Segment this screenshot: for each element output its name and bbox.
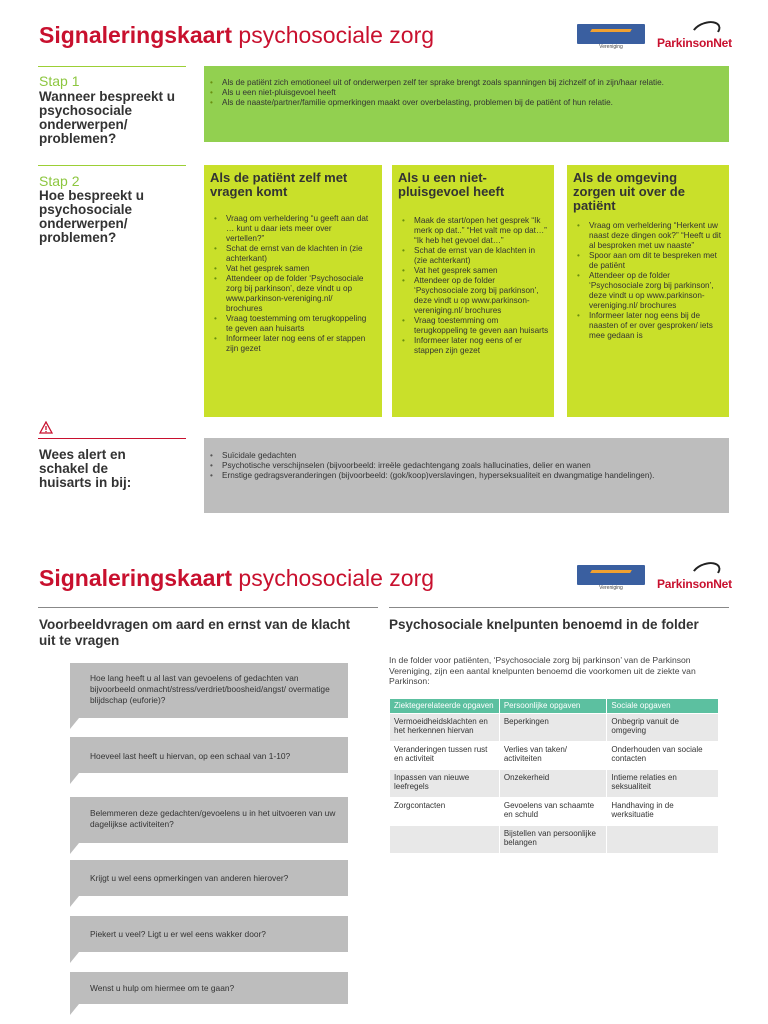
title-light: psychosociale zorg [238,565,435,591]
stap1-bullets [206,78,729,108]
table-row [390,769,719,797]
list-item: • Vraag om verheldering “u geeft aan dat … kunt u daar iets meer over vertellen?” [210,214,370,244]
list-item: • Schat de ernst van de klachten in (zie achterkant) [210,244,370,264]
list-item: • Informeer later nog eens of er stappen zijn gezet [210,334,370,354]
knelpunten-heading: Psychosociale knelpunten benoemd in de folder [389,617,699,632]
question-text: Piekert u veel? Ligt u er wel eens wakker door? [90,929,266,939]
page-title [39,22,434,49]
list-item: • Informeer later nog eens bij de naasten of er over gesproken/ iets mee gedaan is [573,311,725,341]
table-cell: Veranderingen tussen rust en activiteit [390,741,500,769]
title-bold: Signaleringskaart [39,22,233,48]
question-bubble [70,797,348,843]
table-cell: Verlies van taken/ activiteiten [499,741,607,769]
stap2-column-2 [392,165,554,417]
table-cell: Intieme relaties en seksualiteit [607,769,719,797]
alert-bullets [206,451,729,481]
alert-box [204,438,729,513]
folder-intro: In de folder voor patiënten, ‘Psychosociale zorg bij parkinson’ van de Parkinson Vereniging, zijn een aantal knelpunten benoemd die voorkomen uit de ziekte van Parkinson: [389,655,696,686]
table-row [390,825,719,853]
table-cell: Onbegrip vanuit de omgeving [607,713,719,741]
question-bubble [70,663,348,718]
stap2-divider [38,165,186,166]
list-item: • Schat de ernst van de klachten in (zie achterkant) [398,246,550,266]
list-item: • Suïcidale gedachten [206,451,729,461]
question-text: Hoeveel last heeft u hiervan, op een schaal van 1-10? [90,751,291,761]
table-cell: Handhaving in de werksituatie [607,797,719,825]
question-text: Belemmeren deze gedachten/gevoelens u in het uitvoeren van uw dagelijkse activiteiten? [90,808,336,829]
list-item: • Als de patiënt zich emotioneel uit of onderwerpen zelf ter sprake brengt zoals spanningen bij zichzelf of in zijn/haar relatie. [206,78,729,88]
table-cell: Beperkingen [499,713,607,741]
list-item: • Spoor aan om dit te bespreken met de patiënt [573,251,725,271]
column-heading: Als de omgeving zorgen uit over de patiënt [573,170,685,213]
questions-heading: Voorbeeldvragen om aard en ernst van de klacht uit te vragen [39,617,351,648]
table-cell: Inpassen van nieuwe leefregels [390,769,500,797]
question-text: Krijgt u wel eens opmerkingen van anderen hierover? [90,873,289,883]
question-text: Wenst u hulp om hiermee om te gaan? [90,983,235,993]
list-item: • Attendeer op de folder ‘Psychosociale zorg bij parkinson’, deze vindt u op www.parkinson-vereniging.nl/ brochures [210,274,370,314]
stap1-question: Wanneer bespreekt u psychosociale onderwerpen/ problemen? [39,89,176,146]
parkinsonnet-logo: ParkinsonNet [657,571,737,593]
list-item: • Attendeer op de folder ‘Psychosociale zorg bij parkinson’, deze vindt u op www.parkinson-vereniging.nl/ brochures [573,271,725,311]
question-bubble [70,972,348,1004]
stap2-question: Hoe bespreekt u psychosociale onderwerpen/ problemen? [39,188,145,245]
question-text: Hoe lang heeft u al last van gevoelens of gedachten van bijvoorbeeld onmacht/stress/verdriet/boosheid/angst/ overmatige blijdschap (euforie)? [90,673,330,705]
question-bubble [70,737,348,773]
left-divider [38,607,378,608]
list-item: • Vraag toestemming om terugkoppeling te geven aan huisarts [398,316,550,336]
list-item: • Maak de start/open het gesprek “Ik merk op dat..” “Het valt me op dat…” “Ik heb het gevoel dat…” [398,216,550,246]
list-item: • Vat het gesprek samen [210,264,370,274]
column-bullets [210,214,370,354]
column-heading: Als u een niet-pluisgevoel heeft [398,170,505,199]
table-cell: Bijstellen van persoonlijke belangen [499,825,607,853]
list-item: • Vat het gesprek samen [398,266,550,276]
stap1-divider [38,66,186,67]
table-header: Persoonlijke opgaven [499,699,607,714]
knelpunten-table [389,698,719,854]
page-title-2 [39,565,434,592]
alert-divider [38,438,186,439]
list-item: • Vraag om verheldering “Herkent uw naast deze dingen ook?” “Heeft u dit al besproken met uw naaste” [573,221,725,251]
alert-question: Wees alert en schakel de huisarts in bij: [39,447,132,490]
table-row [390,741,719,769]
table-cell [607,825,719,853]
right-divider [389,607,729,608]
stap1-box [204,66,729,142]
table-header: Sociale opgaven [607,699,719,714]
table-cell [390,825,500,853]
title-bold: Signaleringskaart [39,565,233,591]
column-bullets [398,216,550,356]
list-item: • Psychotische verschijnselen (bijvoorbeeld: irreële gedachtengang zoals hallucinaties, delier en wanen [206,461,729,471]
list-item: • Informeer later nog eens of er stappen zijn gezet [398,336,550,356]
stap1-label: Stap 1 [39,73,80,89]
table-header: Ziektegerelateerde opgaven [390,699,500,714]
table-cell: Onderhouden van sociale contacten [607,741,719,769]
stap2-column-3 [567,165,729,417]
list-item: • Als de naaste/partner/familie opmerkingen maakt over overbelasting, problemen bij de patiënt of hun relatie. [206,98,729,108]
question-bubble [70,916,348,952]
table-row [390,797,719,825]
column-heading: Als de patiënt zelf met vragen komt [210,170,348,199]
table-cell: Onzekerheid [499,769,607,797]
table-cell: Vermoeidheidsklachten en het herkennen hiervan [390,713,500,741]
table-row [390,713,719,741]
list-item: • Ernstige gedragsveranderingen (bijvoorbeeld: (gok/koop)verslavingen, hyperseksualiteit en dwangmatige handelingen). [206,471,729,481]
question-bubble [70,860,348,896]
stap2-label: Stap 2 [39,173,80,189]
column-bullets [573,221,725,341]
table-cell: Zorgcontacten [390,797,500,825]
stap2-column-1 [204,165,382,417]
title-light: psychosociale zorg [238,22,435,48]
parkinson-vereniging-logo: Vereniging [577,24,645,50]
warning-icon [39,421,53,434]
list-item: • Attendeer op de folder ‘Psychosociale zorg bij parkinson’, deze vindt u op www.parkinson-vereniging.nl/ brochures [398,276,550,316]
parkinsonnet-logo: ParkinsonNet [657,30,737,52]
parkinson-vereniging-logo: Vereniging [577,565,645,591]
list-item: • Als u een niet-pluisgevoel heeft [206,88,729,98]
table-cell: Gevoelens van schaamte en schuld [499,797,607,825]
list-item: • Vraag toestemming om terugkoppeling te geven aan huisarts [210,314,370,334]
